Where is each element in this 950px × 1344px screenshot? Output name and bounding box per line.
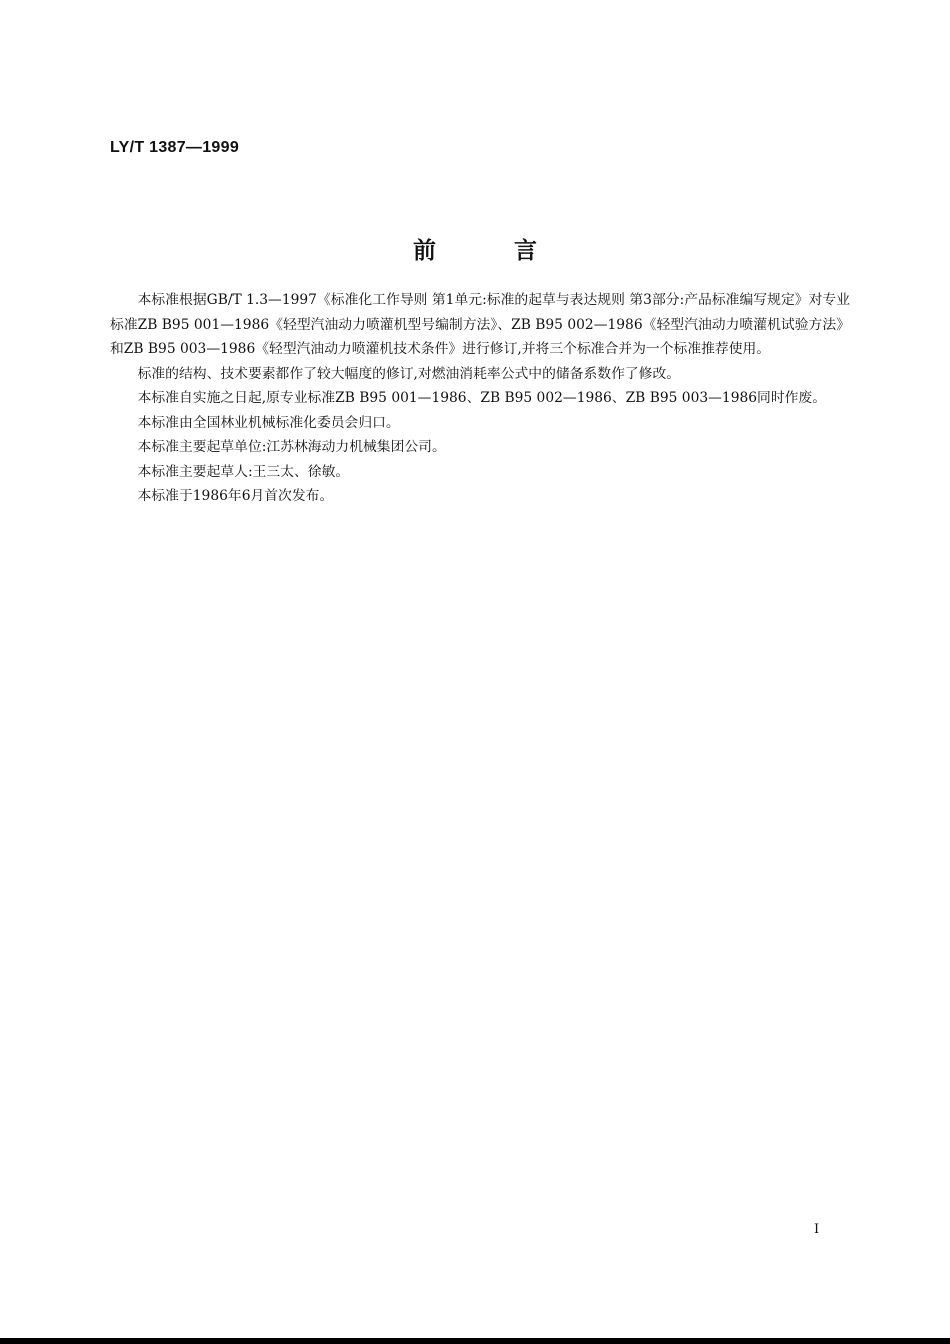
- paragraph: 本标准主要起草单位:江苏林海动力机械集团公司。: [137, 439, 446, 455]
- paragraph: 标准的结构、技术要素都作了较大幅度的修订,对燃油消耗率公式中的储备系数作了修改。: [137, 365, 681, 382]
- paragraph: 本标准主要起草人:王三太、徐敏。: [137, 463, 350, 480]
- standard-code: LY/T 1387—1999: [110, 139, 240, 156]
- paragraph: 本标准于1986年6月首次发布。: [137, 488, 334, 504]
- paragraph: 本标准自实施之日起,原专业标准ZB B95 001—1986、ZB B95 002—1986、ZB B95 003—1986同时作废。: [137, 390, 827, 406]
- page-number: I: [814, 1222, 820, 1237]
- paragraph: 本标准由全国林业机械标准化委员会归口。: [137, 414, 400, 431]
- page-title: 前言: [413, 238, 615, 264]
- foreword-body: [110, 288, 850, 509]
- paragraph: 本标准根据GB/T 1.3—1997《标准化工作导则 第1单元:标准的起草与表达规则 第3部分:产品标准编写规定》对专业标准ZB B95 001—1986《轻型汽油动力喷灌机型号编制方法》、ZB B95 002—1986《轻型汽油动力喷灌机试验方法》和ZB B95 003—1986《轻型汽油动力喷灌机技术条件》进行修订,并将三个标准合并为一个标准推荐使用。: [110, 292, 850, 357]
- bottom-border: [0, 1338, 950, 1344]
